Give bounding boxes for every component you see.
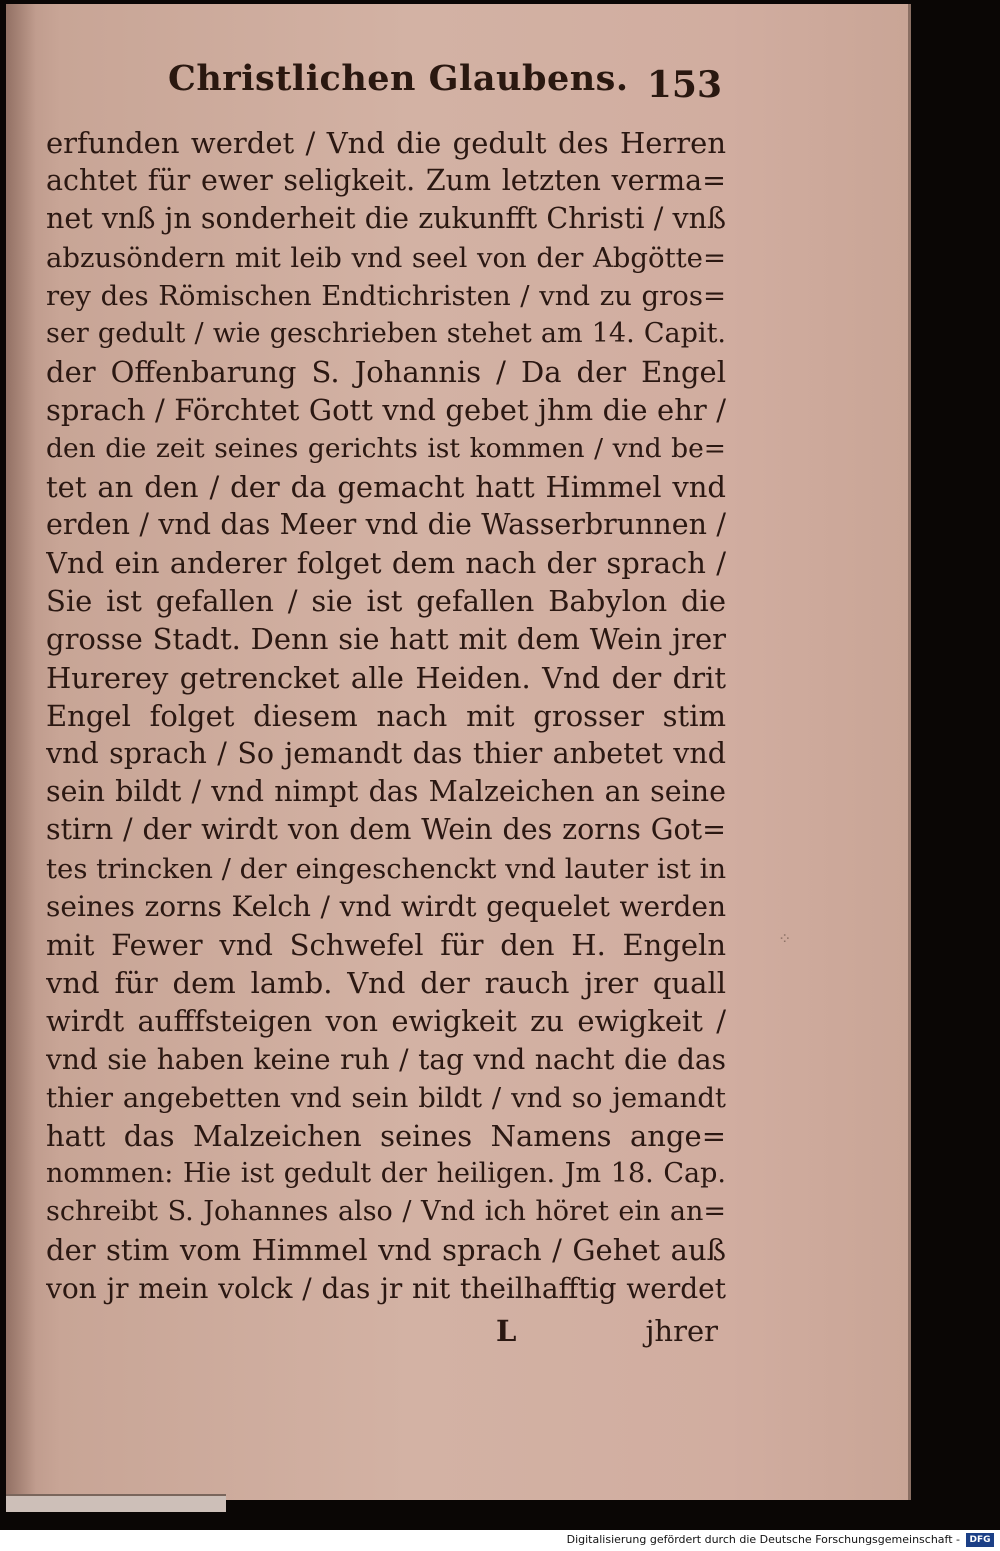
text-line: Sie ist gefallen / sie ist gefallen Babylon die	[46, 584, 726, 619]
text-line: sprach / Förchtet Gott vnd gebet jhm die ehr /	[46, 393, 726, 428]
text-line: schreibt S. Johannes also / Vnd ich höret ein an=	[46, 1196, 726, 1228]
text-line: der stim vom Himmel vnd sprach / Gehet auß	[46, 1233, 726, 1268]
text-line: abzusöndern mit leib vnd seel von der Abgötte=	[46, 241, 726, 274]
footer-credit: Digitalisierung gefördert durch die Deutsche Forschungsgemeinschaft -	[566, 1533, 960, 1546]
text-line: rey des Römischen Endtichristen / vnd zu gros=	[46, 279, 726, 312]
text-line: wirdt aufffsteigen von ewigkeit zu ewigkeit /	[46, 1004, 726, 1039]
text-line: tes trincken / der eingeschenckt vnd lauter ist in	[46, 852, 726, 885]
text-line: erfunden werdet / Vnd die gedult des Herren	[46, 126, 726, 160]
dfg-logo: DFG	[966, 1533, 994, 1547]
text-line: der Offenbarung S. Johannis / Da der Engel	[46, 355, 726, 390]
text-line: seines zorns Kelch / vnd wirdt gequelet werden	[46, 889, 726, 923]
page-gutter-shadow	[6, 4, 36, 1500]
page-header	[168, 58, 728, 118]
text-line: grosse Stadt. Denn sie hatt mit dem Wein jrer	[46, 622, 726, 657]
page-bottom-edge	[6, 1494, 226, 1512]
text-line: Vnd ein anderer folget dem nach der sprach /	[46, 546, 726, 581]
text-line: achtet für ewer seligkeit. Zum letzten verma=	[46, 164, 726, 198]
text-line: nommen: Hie ist gedult der heiligen. Jm 18. Cap.	[46, 1158, 726, 1190]
text-line: Engel folget diesem nach mit grosser stim	[46, 698, 726, 733]
running-title: Christlichen Glaubens.	[168, 58, 629, 99]
text-line: erden / vnd das Meer vnd die Wasserbrunnen /	[46, 507, 726, 541]
text-line: Hurerey getrencket alle Heiden. Vnd der drit	[46, 660, 726, 695]
signature-mark: L	[496, 1314, 517, 1348]
text-line: thier angebetten vnd sein bildt / vnd so jemandt	[46, 1081, 726, 1114]
text-line: hatt das Malzeichen seines Namens ange=	[46, 1118, 726, 1153]
text-line: den die zeit seines gerichts ist kommen / vnd be=	[46, 432, 726, 464]
text-line: ser gedult / wie geschrieben stehet am 14. Capit.	[46, 317, 726, 349]
text-line: vnd sprach / So jemandt das thier anbetet vnd	[46, 737, 726, 770]
text-line: vnd sie haben keine ruh / tag vnd nacht die das	[46, 1042, 726, 1076]
text-line: stirn / der wirdt von dem Wein des zorns Got=	[46, 813, 726, 847]
text-line: sein bildt / vnd nimpt das Malzeichen an seine	[46, 775, 726, 809]
paper-stain: ⁘	[778, 929, 792, 948]
catchword: jhrer	[645, 1314, 718, 1348]
digitization-footer	[0, 1530, 1000, 1551]
body-text	[46, 124, 726, 1308]
text-line: mit Fewer vnd Schwefel für den H. Engeln	[46, 927, 726, 962]
text-line: net vnß jn sonderheit die zukunfft Christi / vnß	[46, 202, 726, 236]
text-line: von jr mein volck / das jr nit theilhafftig werdet	[46, 1271, 726, 1305]
book-page	[6, 4, 911, 1500]
page-number: 153	[646, 64, 722, 106]
catchword-line	[496, 1314, 718, 1354]
text-line: tet an den / der da gemacht hatt Himmel vnd	[46, 469, 726, 504]
text-line: vnd für dem lamb. Vnd der rauch jrer quall	[46, 966, 726, 1001]
